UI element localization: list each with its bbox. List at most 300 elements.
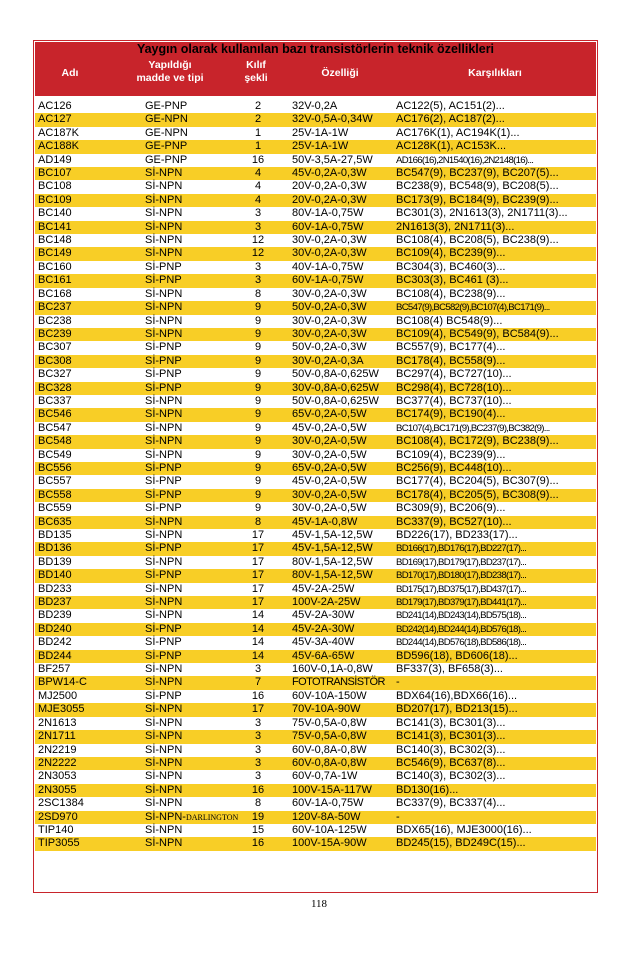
cell-case: 9 xyxy=(254,354,262,367)
cell-case: 19 xyxy=(251,810,265,823)
cell-name: BD242 xyxy=(38,636,72,649)
table-row xyxy=(35,811,596,824)
cell-name: BD135 xyxy=(38,529,72,541)
cell-equiv: BC298(4), BC728(10)... xyxy=(396,381,512,394)
table-row xyxy=(35,784,596,797)
cell-spec: FOTOTRANSİSTÖR xyxy=(292,676,385,689)
cell-type: GE-NPN xyxy=(145,126,188,139)
cell-type: Sİ-NPN xyxy=(145,663,183,676)
cell-equiv: BC140(3), BC302(3)... xyxy=(396,770,506,783)
cell-case: 3 xyxy=(254,743,262,756)
cell-equiv: BC557(9), BC177(4)... xyxy=(396,341,506,354)
cell-equiv: BD166(17),BD176(17),BD227(17)... xyxy=(396,543,527,555)
cell-equiv: BD226(17), BD233(17)... xyxy=(396,529,518,541)
table-row xyxy=(35,703,596,716)
cell-name: BD233 xyxy=(38,582,72,595)
cell-case: 17 xyxy=(251,542,265,555)
cell-type: Sİ-NPN xyxy=(145,515,183,528)
cell-spec: 30V-0,2A-0,3A xyxy=(292,354,364,367)
cell-name: TIP140 xyxy=(38,823,74,836)
cell-type: Sİ-NPN xyxy=(145,421,183,434)
cell-type: Sİ-NPN xyxy=(145,703,183,716)
cell-equiv: BD130(16)... xyxy=(396,783,459,796)
cell-type: Sİ-NPN xyxy=(145,716,183,729)
cell-equiv: BF337(3), BF658(3)... xyxy=(396,663,503,676)
table-row xyxy=(35,180,596,193)
cell-type: Sİ-PNP xyxy=(145,622,182,635)
table-row xyxy=(35,194,596,207)
cell-name: BC108 xyxy=(38,180,72,193)
cell-case: 17 xyxy=(251,703,265,716)
cell-type: Sİ-PNP xyxy=(145,461,182,474)
cell-name: BF257 xyxy=(38,663,71,676)
cell-name: AD149 xyxy=(38,153,72,166)
cell-spec: 30V-0,2A-0,3W xyxy=(292,247,367,260)
cell-case: 16 xyxy=(251,837,265,850)
cell-name: BD139 xyxy=(38,555,72,568)
cell-type: Sİ-NPN xyxy=(145,193,183,206)
cell-equiv: BC337(9), BC527(10)... xyxy=(396,515,512,528)
cell-equiv: AC176(2), AC187(2)... xyxy=(396,113,505,126)
cell-spec: 50V-0,2A-0,3W xyxy=(292,301,367,314)
cell-equiv: BC297(4), BC727(10)... xyxy=(396,368,512,381)
cell-spec: 60V-1A-0,75W xyxy=(292,220,364,233)
cell-name: BC308 xyxy=(38,354,72,367)
cell-name: BC237 xyxy=(38,301,72,314)
cell-name: 2N3053 xyxy=(38,770,77,783)
cell-equiv: BD170(17),BD180(17),BD238(17)... xyxy=(396,570,527,582)
cell-type: Sİ-NPN xyxy=(145,247,183,260)
cell-equiv: BC141(3), BC301(3)... xyxy=(396,716,506,729)
cell-equiv: BC337(9), BC337(4)... xyxy=(396,797,506,810)
cell-equiv: AC176K(1), AC194K(1)... xyxy=(396,126,520,139)
table-body xyxy=(35,100,596,851)
cell-equiv: BC109(4), BC239(9)... xyxy=(396,448,506,461)
cell-equiv: BC178(4), BC205(5), BC308(9)... xyxy=(396,488,559,501)
cell-equiv: BC107(4),BC171(9),BC237(9),BC382(9)... xyxy=(396,422,550,434)
cell-case: 3 xyxy=(254,220,262,233)
cell-case: 9 xyxy=(254,301,262,314)
cell-spec: 32V-0,5A-0,34W xyxy=(292,113,373,126)
table-row xyxy=(35,609,596,622)
cell-case: 16 xyxy=(251,153,265,166)
cell-name: BC556 xyxy=(38,461,72,474)
cell-spec: 100V-15A-90W xyxy=(292,837,367,850)
cell-type: Sİ-NPN xyxy=(145,609,183,622)
cell-spec: 45V-6A-65W xyxy=(292,649,355,662)
cell-spec: 80V-1A-0,75W xyxy=(292,207,364,220)
cell-case: 15 xyxy=(251,823,265,836)
table-row xyxy=(35,757,596,770)
cell-case: 4 xyxy=(254,193,262,206)
cell-case: 16 xyxy=(251,783,265,796)
cell-type: Sİ-PNP xyxy=(145,569,182,582)
cell-equiv: BDX64(16),BDX66(16)... xyxy=(396,689,518,702)
header-type xyxy=(115,59,225,85)
cell-spec: 25V-1A-1W xyxy=(292,126,349,139)
cell-name: BC546 xyxy=(38,408,72,421)
cell-name: BC559 xyxy=(38,502,72,515)
cell-name: 2N1711 xyxy=(38,730,76,743)
table-row xyxy=(35,690,596,703)
cell-equiv: BC173(9), BC184(9), BC239(9)... xyxy=(396,193,559,206)
cell-case: 17 xyxy=(251,596,265,609)
cell-type: Sİ-NPN xyxy=(145,823,183,836)
cell-name: BC558 xyxy=(38,488,72,501)
table-row xyxy=(35,341,596,354)
cell-spec: 60V-1A-0,75W xyxy=(292,797,364,810)
table-row xyxy=(35,583,596,596)
table-row xyxy=(35,717,596,730)
table-row xyxy=(35,422,596,435)
cell-type: Sİ-PNP xyxy=(145,368,182,381)
header-type-line2: madde ve tipi xyxy=(136,72,204,84)
cell-equiv: - xyxy=(396,810,400,823)
cell-type: Sİ-PNP xyxy=(145,488,182,501)
table-row xyxy=(35,301,596,314)
cell-equiv: AC128K(1), AC153K... xyxy=(396,140,507,153)
cell-spec: 32V-0,2A xyxy=(292,100,338,112)
cell-name: AC126 xyxy=(38,100,72,112)
header-case xyxy=(225,59,287,85)
cell-spec: 30V-0,8A-0,625W xyxy=(292,381,379,394)
page-number: 118 xyxy=(310,898,328,910)
cell-case: 3 xyxy=(254,756,262,769)
cell-spec: 75V-0,5A-0,8W xyxy=(292,716,367,729)
cell-spec: 70V-10A-90W xyxy=(292,703,361,716)
cell-type: Sİ-NPN xyxy=(145,743,183,756)
cell-equiv: BDX65(16), MJE3000(16)... xyxy=(396,823,532,836)
table-row xyxy=(35,744,596,757)
table-row xyxy=(35,274,596,287)
cell-case: 14 xyxy=(251,649,265,662)
cell-type: Sİ-PNP xyxy=(145,649,182,662)
cell-name: BPW14-C xyxy=(38,676,87,689)
cell-type: Sİ-NPN xyxy=(145,180,183,193)
cell-spec: 45V-1,5A-12,5W xyxy=(292,542,373,555)
cell-type: GE-NPN xyxy=(145,113,188,126)
cell-name: BC149 xyxy=(38,247,72,260)
cell-type: GE-PNP xyxy=(145,153,188,166)
cell-spec: 65V-0,2A-0,5W xyxy=(292,461,367,474)
cell-name: BC238 xyxy=(38,314,72,327)
table-row xyxy=(35,449,596,462)
cell-spec: 30V-0,2A-0,3W xyxy=(292,234,367,247)
table-row xyxy=(35,824,596,837)
cell-case: 8 xyxy=(254,287,262,300)
cell-case: 9 xyxy=(254,488,262,501)
cell-type: Sİ-NPN xyxy=(145,314,183,327)
table-row xyxy=(35,650,596,663)
cell-name: BC148 xyxy=(38,234,72,247)
table-header xyxy=(35,42,596,96)
cell-equiv: BC140(3), BC302(3)... xyxy=(396,743,506,756)
table-row xyxy=(35,221,596,234)
cell-spec: 120V-8A-50W xyxy=(292,810,361,823)
table-row xyxy=(35,797,596,810)
table-row xyxy=(35,596,596,609)
cell-spec: 30V-0,2A-0,3W xyxy=(292,287,367,300)
cell-type: GE-PNP xyxy=(145,100,188,112)
cell-spec: 45V-0,2A-0,5W xyxy=(292,421,367,434)
cell-case: 9 xyxy=(254,408,262,421)
cell-equiv: BC109(4), BC549(9), BC584(9)... xyxy=(396,327,559,340)
cell-case: 14 xyxy=(251,609,265,622)
cell-equiv: BC108(4) BC548(9)... xyxy=(396,314,503,327)
cell-equiv: BD596(18), BD606(18)... xyxy=(396,649,518,662)
cell-type: Sİ-NPN xyxy=(145,837,183,850)
cell-spec: 75V-0,5A-0,8W xyxy=(292,730,367,743)
cell-spec: 50V-0,8A-0,625W xyxy=(292,394,379,407)
cell-equiv: BC547(9),BC582(9),BC107(4),BC171(9)... xyxy=(396,302,550,314)
table-row xyxy=(35,770,596,783)
cell-equiv: AC122(5), AC151(2)... xyxy=(396,100,505,112)
cell-equiv: BC546(9), BC637(8)... xyxy=(396,756,506,769)
table-row xyxy=(35,234,596,247)
cell-equiv: BD175(17),BD375(17),BD437(17)... xyxy=(396,583,527,595)
table-row xyxy=(35,462,596,475)
cell-equiv: BC108(4), BC238(9)... xyxy=(396,287,506,300)
cell-name: BC549 xyxy=(38,448,72,461)
cell-name: BC548 xyxy=(38,435,72,448)
cell-name: AC187K xyxy=(38,126,79,139)
cell-spec: 80V-1,5A-12,5W xyxy=(292,555,373,568)
table-row xyxy=(35,207,596,220)
cell-equiv: BC301(3), 2N1613(3), 2N1711(3)... xyxy=(396,207,568,220)
table-row xyxy=(35,676,596,689)
cell-spec: 45V-2A-30W xyxy=(292,609,355,622)
cell-spec: 20V-0,2A-0,3W xyxy=(292,180,367,193)
cell-spec: 40V-1A-0,75W xyxy=(292,260,364,273)
cell-spec: 45V-1A-0,8W xyxy=(292,515,358,528)
cell-name: BC141 xyxy=(38,220,72,233)
cell-equiv: BD241(14),BD243(14),BD575(18)... xyxy=(396,610,527,622)
table-row xyxy=(35,382,596,395)
table-row xyxy=(35,529,596,542)
cell-spec: 160V-0,1A-0,8W xyxy=(292,663,373,676)
cell-equiv: BD179(17),BD379(17),BD441(17)... xyxy=(396,597,527,609)
cell-equiv: BC109(4), BC239(9)... xyxy=(396,247,506,260)
cell-type: Sİ-NPN xyxy=(145,220,183,233)
cell-case: 9 xyxy=(254,502,262,515)
cell-name: BD140 xyxy=(38,569,72,582)
cell-equiv: BC377(4), BC737(10)... xyxy=(396,394,512,407)
cell-type: Sİ-PNP xyxy=(145,274,182,287)
header-case-line2: şekli xyxy=(244,72,268,84)
cell-type: Sİ-NPN xyxy=(145,408,183,421)
cell-name: BC140 xyxy=(38,207,72,220)
cell-type: Sİ-PNP xyxy=(145,341,182,354)
cell-name: BC109 xyxy=(38,193,72,206)
cell-case: 8 xyxy=(254,515,262,528)
table-row xyxy=(35,636,596,649)
cell-type xyxy=(145,811,238,824)
cell-case: 9 xyxy=(254,475,262,488)
cell-case: 16 xyxy=(251,689,265,702)
cell-case: 3 xyxy=(254,716,262,729)
cell-type: Sİ-PNP xyxy=(145,502,182,515)
cell-name: MJ2500 xyxy=(38,689,78,702)
cell-equiv: BC303(3), BC461 (3)... xyxy=(396,274,509,287)
table-row xyxy=(35,516,596,529)
cell-spec: 60V-10A-125W xyxy=(292,823,367,836)
table-row xyxy=(35,475,596,488)
table-row xyxy=(35,408,596,421)
table-row xyxy=(35,542,596,555)
cell-spec: 50V-0,2A-0,3W xyxy=(292,341,367,354)
cell-spec: 45V-2A-25W xyxy=(292,582,355,595)
cell-name: 2N2219 xyxy=(38,743,77,756)
cell-name: 2SD970 xyxy=(38,810,78,823)
cell-case: 9 xyxy=(254,327,262,340)
cell-name: BC328 xyxy=(38,381,72,394)
cell-name: BD240 xyxy=(38,622,72,635)
cell-name: 2N2222 xyxy=(38,756,77,769)
cell-case: 9 xyxy=(254,381,262,394)
cell-spec: 45V-3A-40W xyxy=(292,636,355,649)
cell-spec: 100V-15A-117W xyxy=(292,783,372,796)
cell-type: Sİ-NPN xyxy=(145,797,183,810)
table-row xyxy=(35,113,596,126)
cell-case: 9 xyxy=(254,421,262,434)
cell-spec: 45V-1,5A-12,5W xyxy=(292,529,373,541)
cell-type: Sİ-NPN xyxy=(145,448,183,461)
cell-case: 3 xyxy=(254,770,262,783)
table-row xyxy=(35,395,596,408)
cell-spec: 100V-2A-25W xyxy=(292,596,361,609)
cell-equiv: BC547(9), BC237(9), BC207(5)... xyxy=(396,167,559,180)
cell-case: 3 xyxy=(254,663,262,676)
cell-type: Sİ-NPN xyxy=(145,435,183,448)
cell-name: BC327 xyxy=(38,368,72,381)
table-title: Yaygın olarak kullanılan bazı transistörlerin teknik özellikleri xyxy=(136,42,495,56)
cell-equiv: BC174(9), BC190(4)... xyxy=(396,408,506,421)
header-name: Adı xyxy=(61,67,79,79)
table-row xyxy=(35,328,596,341)
cell-case: 14 xyxy=(251,636,265,649)
header-case-line1: Kılıf xyxy=(246,59,266,71)
header-spec: Özelliği xyxy=(321,67,359,79)
cell-case: 3 xyxy=(254,730,262,743)
cell-type: Sİ-PNP xyxy=(145,542,182,555)
table-row xyxy=(35,489,596,502)
table-row xyxy=(35,127,596,140)
cell-type: Sİ-NPN xyxy=(145,529,183,541)
cell-case: 3 xyxy=(254,274,262,287)
cell-case: 9 xyxy=(254,314,262,327)
cell-spec: 30V-0,2A-0,5W xyxy=(292,488,367,501)
cell-equiv: - xyxy=(396,676,400,689)
cell-equiv: BC141(3), BC301(3)... xyxy=(396,730,506,743)
cell-type: Sİ-PNP xyxy=(145,354,182,367)
table-row xyxy=(35,435,596,448)
table-row xyxy=(35,837,596,850)
cell-type-main: Sİ-NPN- xyxy=(145,810,186,823)
cell-equiv: BC309(9), BC206(9)... xyxy=(396,502,506,515)
table-row xyxy=(35,569,596,582)
cell-type: Sİ-NPN xyxy=(145,167,183,180)
cell-type: Sİ-NPN xyxy=(145,394,183,407)
cell-equiv: BC304(3), BC460(3)... xyxy=(396,260,506,273)
cell-equiv: BC177(4), BC204(5), BC307(9)... xyxy=(396,475,559,488)
cell-case: 17 xyxy=(251,555,265,568)
table-row xyxy=(35,623,596,636)
cell-case: 9 xyxy=(254,461,262,474)
cell-type: Sİ-PNP xyxy=(145,689,182,702)
cell-name: BD239 xyxy=(38,609,72,622)
cell-type: Sİ-PNP xyxy=(145,475,182,488)
cell-equiv: AD166(16),2N1540(16),2N2148(16)... xyxy=(396,154,534,166)
cell-type: Sİ-NPN xyxy=(145,207,183,220)
cell-spec: 30V-0,2A-0,5W xyxy=(292,502,367,515)
cell-spec: 25V-1A-1W xyxy=(292,140,349,153)
cell-equiv: BD244(14),BD576(18),BD586(18)... xyxy=(396,637,527,649)
cell-case: 1 xyxy=(254,140,262,153)
cell-name: BD237 xyxy=(38,596,72,609)
cell-spec: 80V-1,5A-12,5W xyxy=(292,569,373,582)
cell-case: 12 xyxy=(251,234,265,247)
cell-case: 17 xyxy=(251,529,265,541)
cell-type: Sİ-NPN xyxy=(145,730,183,743)
cell-type: Sİ-PNP xyxy=(145,636,182,649)
cell-name: TIP3055 xyxy=(38,837,80,850)
cell-case: 4 xyxy=(254,180,262,193)
cell-case: 9 xyxy=(254,448,262,461)
cell-spec: 50V-0,8A-0,625W xyxy=(292,368,379,381)
cell-name: 2SC1384 xyxy=(38,797,84,810)
table-row xyxy=(35,140,596,153)
cell-type: Sİ-NPN xyxy=(145,596,183,609)
cell-type: Sİ-PNP xyxy=(145,381,182,394)
cell-equiv: BD245(15), BD249C(15)... xyxy=(396,837,526,850)
table-row xyxy=(35,261,596,274)
cell-name: 2N3055 xyxy=(38,783,77,796)
cell-type: Sİ-NPN xyxy=(145,676,183,689)
cell-case: 3 xyxy=(254,260,262,273)
table-row xyxy=(35,663,596,676)
cell-spec: 30V-0,2A-0,5W xyxy=(292,448,367,461)
table-row xyxy=(35,730,596,743)
cell-equiv: BC238(9), BC548(9), BC208(5)... xyxy=(396,180,559,193)
cell-spec: 30V-0,2A-0,3W xyxy=(292,327,367,340)
cell-type: Sİ-NPN xyxy=(145,582,183,595)
cell-equiv: BD169(17),BD179(17),BD237(17)... xyxy=(396,556,527,568)
cell-name: 2N1613 xyxy=(38,716,77,729)
cell-spec: 65V-0,2A-0,5W xyxy=(292,408,367,421)
cell-type: Sİ-NPN xyxy=(145,287,183,300)
cell-name: AC127 xyxy=(38,113,72,126)
cell-name: BC160 xyxy=(38,260,72,273)
table-row xyxy=(35,288,596,301)
cell-spec: 50V-3,5A-27,5W xyxy=(292,153,373,166)
cell-type: Sİ-NPN xyxy=(145,234,183,247)
cell-name: AC188K xyxy=(38,140,79,153)
cell-case: 9 xyxy=(254,394,262,407)
cell-name: BC161 xyxy=(38,274,72,287)
cell-spec: 20V-0,2A-0,3W xyxy=(292,193,367,206)
cell-equiv: BC256(9), BC448(10)... xyxy=(396,461,512,474)
cell-case: 1 xyxy=(254,126,262,139)
cell-spec: 45V-2A-30W xyxy=(292,622,355,635)
cell-equiv: 2N1613(3), 2N1711(3)... xyxy=(396,220,515,233)
cell-spec: 45V-0,2A-0,3W xyxy=(292,167,367,180)
cell-case: 14 xyxy=(251,622,265,635)
cell-type-suffix: DARLINGTON xyxy=(185,812,239,822)
cell-case: 9 xyxy=(254,341,262,354)
table-row xyxy=(35,167,596,180)
cell-name: BC547 xyxy=(38,421,72,434)
cell-name: BD136 xyxy=(38,542,72,555)
